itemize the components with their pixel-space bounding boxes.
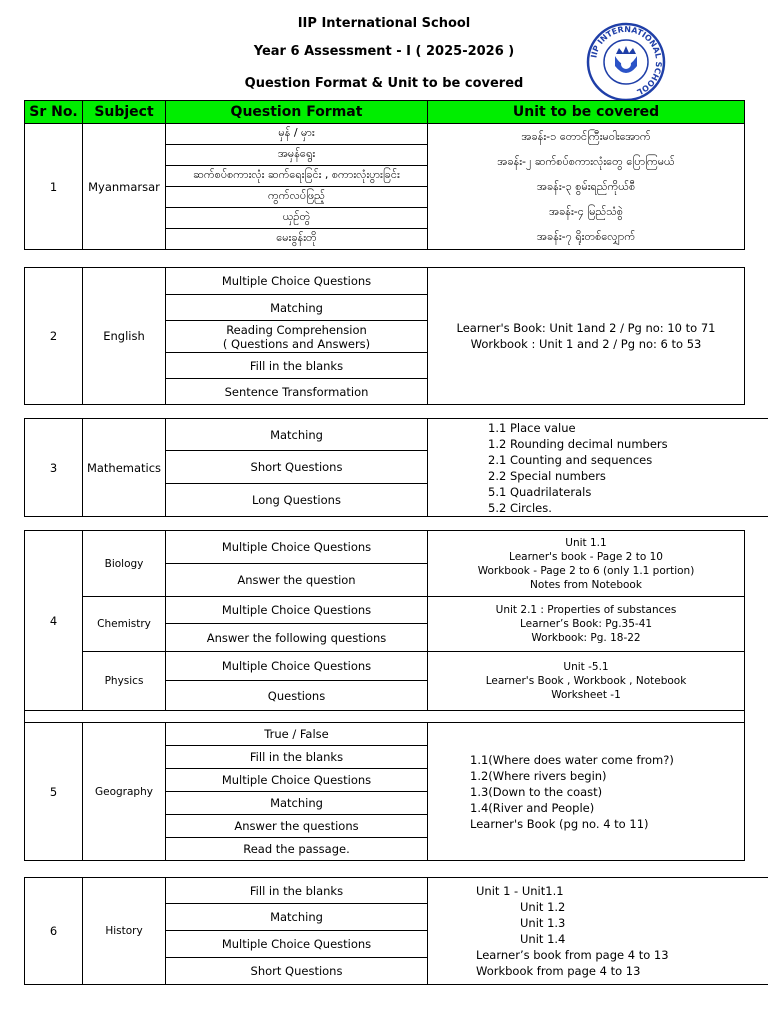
question-format: Answer the questions <box>166 815 428 838</box>
unit-line: Learner’s Book: Pg.35-41 <box>519 618 653 630</box>
subject-name: History <box>83 878 166 985</box>
subject-name: Biology <box>83 531 166 597</box>
unit-line: Workbook - Page 2 to 6 (only 1.1 portion) <box>477 564 695 577</box>
question-format: Sentence Transformation <box>166 379 428 405</box>
units-covered <box>428 268 745 405</box>
unit-line: Worksheet -1 <box>551 689 621 701</box>
question-format: Short Questions <box>166 451 428 484</box>
unit-line: Workbook: Pg. 18-22 <box>531 632 641 644</box>
table-row <box>25 268 745 295</box>
table-row <box>25 878 768 904</box>
question-format: ယှဉ်တွဲ <box>166 208 428 229</box>
page-subtitle: Question Format & Unit to be covered <box>244 76 524 91</box>
question-format-line: Reading Comprehension <box>226 322 367 337</box>
subject-name: Geography <box>83 723 166 861</box>
assessment-table-science-geography <box>24 530 745 861</box>
column-header-sr: Sr No. <box>25 101 83 124</box>
sr-number: 1 <box>25 124 83 250</box>
subject-name: Mathematics <box>83 419 166 517</box>
question-format: မေးခွန်းတို <box>166 229 428 250</box>
question-format: အမှန်ရွေး <box>166 145 428 166</box>
question-format: Multiple Choice Questions <box>166 652 428 681</box>
sr-number: 6 <box>25 878 83 985</box>
units-covered <box>428 652 745 711</box>
question-format: Answer the following questions <box>166 624 428 652</box>
units-covered <box>428 597 745 652</box>
unit-line: Unit 1 - Unit1.1 <box>476 884 564 898</box>
unit-line: 1.1(Where does water come from?) <box>470 752 674 767</box>
table-row <box>25 723 745 746</box>
question-format: Matching <box>166 419 428 451</box>
unit-line: Notes from Notebook <box>530 578 642 591</box>
unit-line: 1.2(Where rivers begin) <box>470 768 607 783</box>
school-name: IIP International School <box>297 16 471 31</box>
question-format: Short Questions <box>166 958 428 985</box>
units-covered <box>428 723 745 861</box>
unit-line: Unit 1.4 <box>520 932 566 946</box>
question-format: True / False <box>166 723 428 746</box>
units-covered <box>428 419 768 517</box>
table-row <box>25 419 768 451</box>
units-covered <box>428 531 745 597</box>
question-format: Multiple Choice Questions <box>166 531 428 564</box>
unit-line: အခန်း-၂ ဆက်စပ်စကားလုံးတွေ ပြောကြမယ် <box>497 155 675 168</box>
question-format: Questions <box>166 681 428 711</box>
question-format: Multiple Choice Questions <box>166 931 428 958</box>
sr-number: 4 <box>25 531 83 711</box>
question-format: Fill in the blanks <box>166 878 428 904</box>
column-header-format: Question Format <box>166 101 428 124</box>
unit-line: Unit -5.1 <box>563 661 609 673</box>
question-format: ဆက်စပ်စကားလုံး ဆက်ရေးခြင်း , စကားလုံးပွားခြင်း <box>166 166 428 187</box>
assessment-table-myanmar <box>24 100 745 250</box>
unit-line: Learner’s book from page 4 to 13 <box>476 948 669 962</box>
question-format: Fill in the blanks <box>166 746 428 769</box>
question-format: Matching <box>166 792 428 815</box>
subject-name: Chemistry <box>83 597 166 652</box>
unit-line: Unit 1.1 <box>565 536 607 549</box>
question-format: Multiple Choice Questions <box>166 769 428 792</box>
question-format: Read the passage. <box>166 838 428 861</box>
unit-line: Learner's Book: Unit 1and 2 / Pg no: 10 to 71 <box>456 321 716 335</box>
assessment-table-history <box>24 877 768 985</box>
sr-number: 5 <box>25 723 83 861</box>
unit-line: Unit 1.3 <box>520 916 566 930</box>
question-format: Answer the question <box>166 564 428 597</box>
unit-line: အခန်း-၁ တောင်ကြီးမဝါးအောက် <box>521 130 651 143</box>
unit-line: 2.1 Counting and sequences <box>488 452 653 467</box>
question-format: Fill in the blanks <box>166 353 428 379</box>
table-row <box>25 597 745 624</box>
unit-line: Unit 1.2 <box>520 900 566 914</box>
question-format: Multiple Choice Questions <box>166 597 428 624</box>
question-format <box>166 321 428 353</box>
unit-line: Workbook : Unit 1 and 2 / Pg no: 6 to 53 <box>470 337 702 351</box>
subject-name: English <box>83 268 166 405</box>
unit-line: 5.2 Circles. <box>488 500 552 515</box>
sr-number: 2 <box>25 268 83 405</box>
question-format: Long Questions <box>166 484 428 517</box>
question-format-line: ( Questions and Answers) <box>222 336 371 351</box>
sr-number: 3 <box>25 419 83 517</box>
unit-line: Workbook from page 4 to 13 <box>476 964 641 978</box>
unit-line: အခန်း-၄ မြည်သံစွဲ <box>548 205 623 218</box>
unit-line: Learner's Book (pg no. 4 to 11) <box>470 816 649 831</box>
unit-line: အခန်း-၃ စွမ်းရည်ကိုယ်စီ <box>536 180 636 193</box>
question-format: Multiple Choice Questions <box>166 268 428 295</box>
subject-name: Physics <box>83 652 166 711</box>
unit-line: 1.2 Rounding decimal numbers <box>488 436 668 451</box>
unit-line: 2.2 Special numbers <box>488 468 606 483</box>
question-format: ကွက်လပ်ဖြည့် <box>166 187 428 208</box>
unit-line: 5.1 Quadrilaterals <box>488 484 592 499</box>
unit-line: အခန်း-၇ ရိုးတစ်လျှောက် <box>536 230 636 243</box>
table-row <box>25 652 745 681</box>
assessment-table-english <box>24 267 745 405</box>
question-format: Matching <box>166 904 428 931</box>
table-row <box>25 124 745 145</box>
unit-line: 1.3(Down to the coast) <box>470 784 603 799</box>
school-logo <box>586 22 666 102</box>
svg-text:IIP INTERNATIONAL SCHOOL: IIP INTERNATIONAL SCHOOL <box>589 24 664 97</box>
assessment-title: Year 6 Assessment - I ( 2025-2026 ) <box>253 44 515 59</box>
unit-line: 1.4(River and People) <box>470 800 595 815</box>
column-header-subject: Subject <box>83 101 166 124</box>
unit-line: Learner's Book , Workbook , Notebook <box>485 675 687 687</box>
units-covered <box>428 878 768 985</box>
table-row <box>25 531 745 564</box>
table-spacer <box>25 711 745 723</box>
assessment-table-maths <box>24 418 768 517</box>
table-spacer-row <box>25 711 745 723</box>
units-covered <box>428 124 745 250</box>
unit-line: 1.1 Place value <box>488 420 576 435</box>
question-format: Matching <box>166 295 428 321</box>
subject-name: Myanmarsar <box>83 124 166 250</box>
question-format: မှန် / မှား <box>166 124 428 145</box>
table-header-row <box>25 101 745 124</box>
unit-line: Learner's book - Page 2 to 10 <box>509 550 663 563</box>
unit-line: Unit 2.1 : Properties of substances <box>495 604 677 616</box>
column-header-units: Unit to be covered <box>428 101 745 124</box>
